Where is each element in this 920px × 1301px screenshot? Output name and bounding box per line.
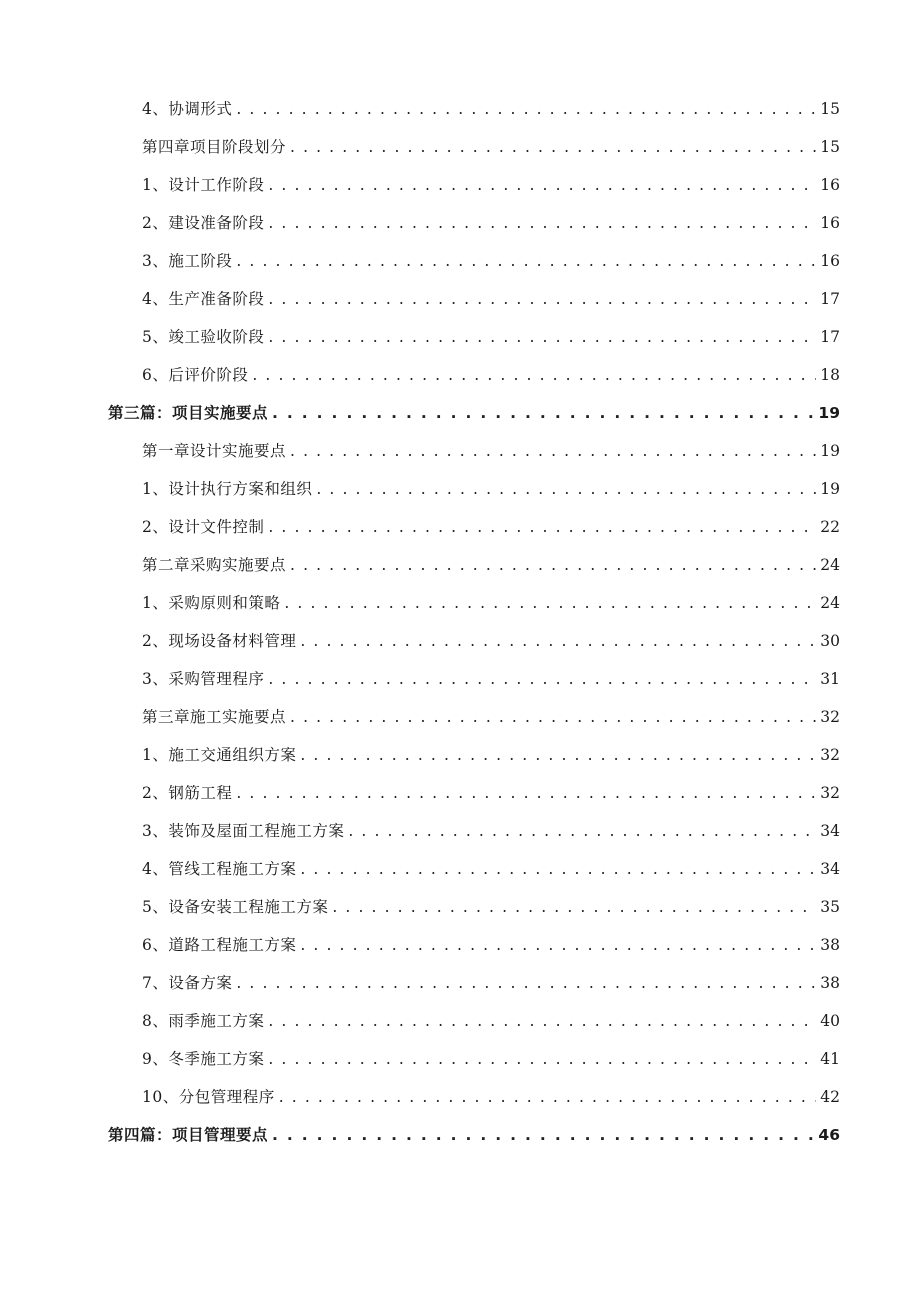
- toc-section-entry[interactable]: [0, 356, 920, 394]
- toc-chapter-entry[interactable]: [0, 128, 920, 166]
- toc-section-entry[interactable]: [0, 204, 920, 242]
- toc-section-entry[interactable]: [0, 242, 920, 280]
- toc-dot-leader: [236, 242, 816, 280]
- toc-entry-title: 1、设计执行方案和组织: [142, 480, 313, 498]
- toc-dot-leader: [268, 1002, 816, 1040]
- toc-dot-leader: [268, 660, 816, 698]
- toc-entry-title: 第四篇：项目管理要点: [108, 1126, 269, 1144]
- toc-section-entry[interactable]: [0, 1040, 920, 1078]
- toc-dot-leader: [290, 698, 816, 736]
- toc-dot-leader: [272, 394, 814, 432]
- toc-entry-title: 4、协调形式: [142, 100, 233, 118]
- toc-entry-title: 2、现场设备材料管理: [142, 632, 297, 650]
- toc-page-number: 40: [820, 1012, 840, 1030]
- toc-section-entry[interactable]: [0, 812, 920, 850]
- toc-dot-leader: [316, 470, 816, 508]
- toc-entry-title: 第三篇：项目实施要点: [108, 404, 269, 422]
- toc-part-entry[interactable]: [0, 394, 920, 432]
- toc-dot-leader: [300, 850, 816, 888]
- toc-page-number: 16: [820, 214, 840, 232]
- toc-entry-title: 第四章项目阶段划分: [142, 138, 287, 156]
- toc-section-entry[interactable]: [0, 1078, 920, 1116]
- toc-entry-title: 2、钢筋工程: [142, 784, 233, 802]
- toc-page-number: 24: [820, 556, 840, 574]
- toc-entry-title: 7、设备方案: [142, 974, 233, 992]
- toc-page-number: 15: [820, 100, 840, 118]
- toc-page-number: 19: [820, 442, 840, 460]
- toc-entry-title: 2、建设准备阶段: [142, 214, 265, 232]
- toc-page-number: 46: [818, 1126, 840, 1144]
- toc-dot-leader: [268, 204, 816, 242]
- toc-dot-leader: [236, 964, 816, 1002]
- toc-section-entry[interactable]: [0, 1002, 920, 1040]
- toc-page-number: 42: [820, 1088, 840, 1106]
- toc-page-number: 32: [820, 784, 840, 802]
- toc-page-number: 30: [820, 632, 840, 650]
- toc-dot-leader: [290, 432, 816, 470]
- toc-entry-title: 第三章施工实施要点: [142, 708, 287, 726]
- toc-entry-title: 第一章设计实施要点: [142, 442, 287, 460]
- toc-section-entry[interactable]: [0, 280, 920, 318]
- toc-dot-leader: [236, 774, 816, 812]
- toc-entry-title: 8、雨季施工方案: [142, 1012, 265, 1030]
- toc-dot-leader: [268, 166, 816, 204]
- toc-entry-title: 6、后评价阶段: [142, 366, 249, 384]
- toc-chapter-entry[interactable]: [0, 432, 920, 470]
- toc-section-entry[interactable]: [0, 964, 920, 1002]
- toc-dot-leader: [268, 508, 816, 546]
- toc-section-entry[interactable]: [0, 622, 920, 660]
- toc-entry-title: 3、装饰及屋面工程施工方案: [142, 822, 345, 840]
- toc-page-number: 38: [820, 974, 840, 992]
- table-of-contents: [0, 90, 920, 1154]
- toc-entry-title: 10、分包管理程序: [142, 1088, 275, 1106]
- toc-section-entry[interactable]: [0, 850, 920, 888]
- toc-page-number: 38: [820, 936, 840, 954]
- toc-entry-title: 3、采购管理程序: [142, 670, 265, 688]
- toc-dot-leader: [279, 1078, 817, 1116]
- toc-page-number: 19: [818, 404, 840, 422]
- toc-entry-title: 4、管线工程施工方案: [142, 860, 297, 878]
- toc-page-number: 18: [820, 366, 840, 384]
- toc-entry-title: 6、道路工程施工方案: [142, 936, 297, 954]
- toc-page-number: 34: [820, 822, 840, 840]
- toc-dot-leader: [290, 546, 816, 584]
- toc-entry-title: 1、采购原则和策略: [142, 594, 281, 612]
- toc-dot-leader: [284, 584, 816, 622]
- toc-page-number: 22: [820, 518, 840, 536]
- toc-entry-title: 4、生产准备阶段: [142, 290, 265, 308]
- toc-page-number: 31: [820, 670, 840, 688]
- toc-dot-leader: [290, 128, 816, 166]
- toc-section-entry[interactable]: [0, 508, 920, 546]
- toc-dot-leader: [272, 1116, 814, 1154]
- toc-page-number: 19: [820, 480, 840, 498]
- toc-dot-leader: [268, 280, 816, 318]
- toc-section-entry[interactable]: [0, 90, 920, 128]
- toc-entry-title: 9、冬季施工方案: [142, 1050, 265, 1068]
- toc-section-entry[interactable]: [0, 470, 920, 508]
- toc-entry-title: 3、施工阶段: [142, 252, 233, 270]
- toc-page-number: 24: [820, 594, 840, 612]
- toc-section-entry[interactable]: [0, 318, 920, 356]
- toc-page-number: 32: [820, 746, 840, 764]
- toc-dot-leader: [300, 736, 816, 774]
- toc-page-number: 17: [820, 328, 840, 346]
- toc-chapter-entry[interactable]: [0, 546, 920, 584]
- toc-page-number: 15: [820, 138, 840, 156]
- toc-page-number: 35: [820, 898, 840, 916]
- toc-dot-leader: [236, 90, 816, 128]
- toc-dot-leader: [348, 812, 816, 850]
- toc-page-number: 34: [820, 860, 840, 878]
- toc-dot-leader: [268, 1040, 816, 1078]
- toc-section-entry[interactable]: [0, 736, 920, 774]
- toc-page-number: 16: [820, 252, 840, 270]
- toc-entry-title: 1、施工交通组织方案: [142, 746, 297, 764]
- toc-section-entry[interactable]: [0, 888, 920, 926]
- toc-chapter-entry[interactable]: [0, 698, 920, 736]
- toc-entry-title: 2、设计文件控制: [142, 518, 265, 536]
- toc-dot-leader: [252, 356, 816, 394]
- toc-section-entry[interactable]: [0, 926, 920, 964]
- toc-dot-leader: [332, 888, 816, 926]
- toc-section-entry[interactable]: [0, 774, 920, 812]
- toc-section-entry[interactable]: [0, 584, 920, 622]
- toc-entry-title: 第二章采购实施要点: [142, 556, 287, 574]
- toc-entry-title: 5、竣工验收阶段: [142, 328, 265, 346]
- toc-page-number: 32: [820, 708, 840, 726]
- toc-page-number: 41: [820, 1050, 840, 1068]
- toc-part-entry[interactable]: [0, 1116, 920, 1154]
- toc-section-entry[interactable]: [0, 660, 920, 698]
- toc-dot-leader: [300, 926, 816, 964]
- toc-section-entry[interactable]: [0, 166, 920, 204]
- toc-page-number: 16: [820, 176, 840, 194]
- toc-entry-title: 5、设备安装工程施工方案: [142, 898, 329, 916]
- toc-dot-leader: [300, 622, 816, 660]
- toc-page-number: 17: [820, 290, 840, 308]
- toc-entry-title: 1、设计工作阶段: [142, 176, 265, 194]
- toc-dot-leader: [268, 318, 816, 356]
